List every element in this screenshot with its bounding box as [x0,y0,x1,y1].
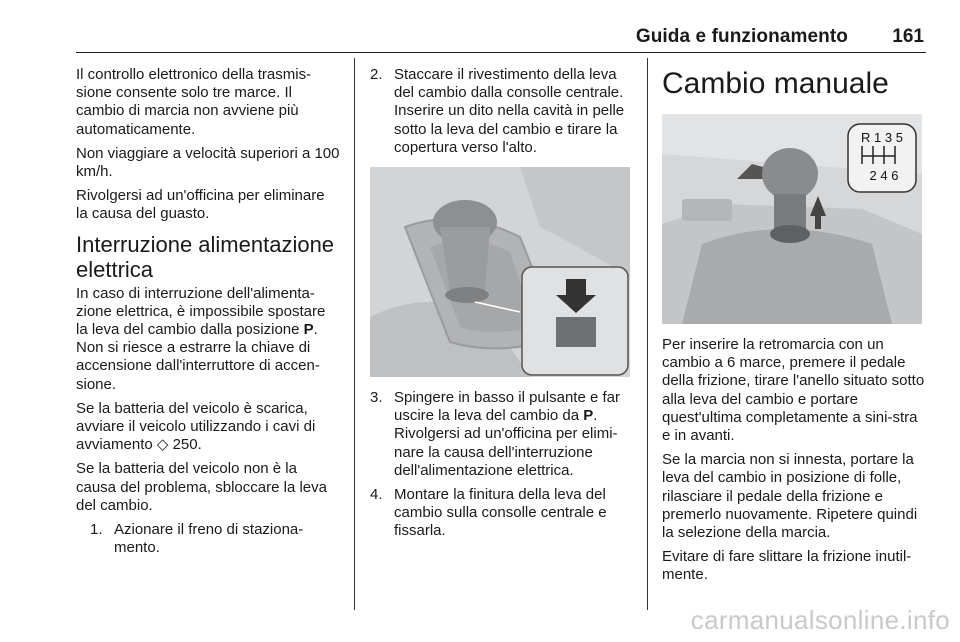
paragraph: Se la batteria del veicolo non è la causa del problema, sbloccare la leva del cambio. [76,460,327,514]
step-text: Staccare il rivestimento della leva del cambio dalla consolle centrale. Inserire un dito nella cavità in pelle sotto la leva del cambio e tirare la copertura verso l'alto. [394,66,625,156]
step-number: 1. [90,521,103,539]
paragraph [76,400,340,455]
step-text: Azionare il freno di staziona-mento. [114,521,304,557]
gear-lever-release-illustration [370,167,630,377]
step-text [394,389,620,479]
section-heading: Interruzione alimentazione elettrica [76,231,335,282]
paragraph: Se la marcia non si innesta, portare la leva del cambio in posizione di folle, rilasciare il pedale della frizione e premerlo nuovamente. Ripetere quindi la selezione della marcia. [662,451,918,542]
page-header [76,22,926,53]
column-divider [354,58,355,610]
bold-position-label: P [303,321,314,339]
paragraph: Evitare di fare slittare la frizione inutil-mente. [662,548,912,584]
step-number: 3. [370,389,383,407]
chapter-title: Guida e funzionamento [635,26,848,47]
paragraph: Per inserire la retromarcia con un cambio a 6 marce, premere il pedale della frizione, tirare l'anello situato sotto alla leva del cambio e portare quest'ultima completamente a sini-stra e in avanti. [662,336,925,445]
list-item [370,66,634,157]
page-number: 161 [892,26,924,47]
gear-pattern-top-label: R 1 3 5 [861,130,903,145]
text-run: In caso di interruzione dell'alimenta-zione elettrica, è impossibile spostare la leva del cambio dalla posizione [76,284,326,339]
text-run: . Non si riesce a estrarre la chiave di accensione dall'interruttore di accen-sione. [76,321,320,393]
section-heading: Cambio manuale [662,67,889,100]
list-item [370,389,634,480]
paragraph: Rivolgersi ad un'officina per eliminare la causa del guasto. [76,187,325,223]
text-run: Spingere in basso il pulsante e far uscire la leva del cambio da [394,389,620,425]
text-run: Se la batteria del veicolo è scarica, avviare il veicolo utilizzando i cavi di avviamento [76,399,316,454]
manual-gearbox-illustration [662,114,922,324]
right-column [662,66,926,591]
paragraph: Non viaggiare a velocità superiori a 100 km/h. [76,144,340,181]
paragraph [76,285,340,394]
list-item [90,521,340,557]
step-text: Montare la finitura della leva del cambio sulla consolle centrale e fissarla. [394,486,607,540]
left-column [76,66,340,563]
list-item [370,486,634,541]
gear-pattern-bottom-label: 2 4 6 [869,168,899,183]
page-reference-link[interactable]: ◇ 250. [156,436,202,454]
step-number: 2. [370,66,383,83]
bold-position-label: P [583,407,594,425]
watermark: carmanualsonline.info [690,605,950,635]
paragraph: Il controllo elettronico della trasmis-sione consente solo tre marce. Il cambio di marcia non avviene più automaticamente. [76,66,312,138]
column-divider [647,58,648,610]
middle-column [370,66,634,547]
step-number: 4. [370,486,383,504]
text-run: . Rivolgersi ad un'officina per elimi-nare la causa dell'interruzione dell'alimentazione elettrica. [394,407,618,479]
